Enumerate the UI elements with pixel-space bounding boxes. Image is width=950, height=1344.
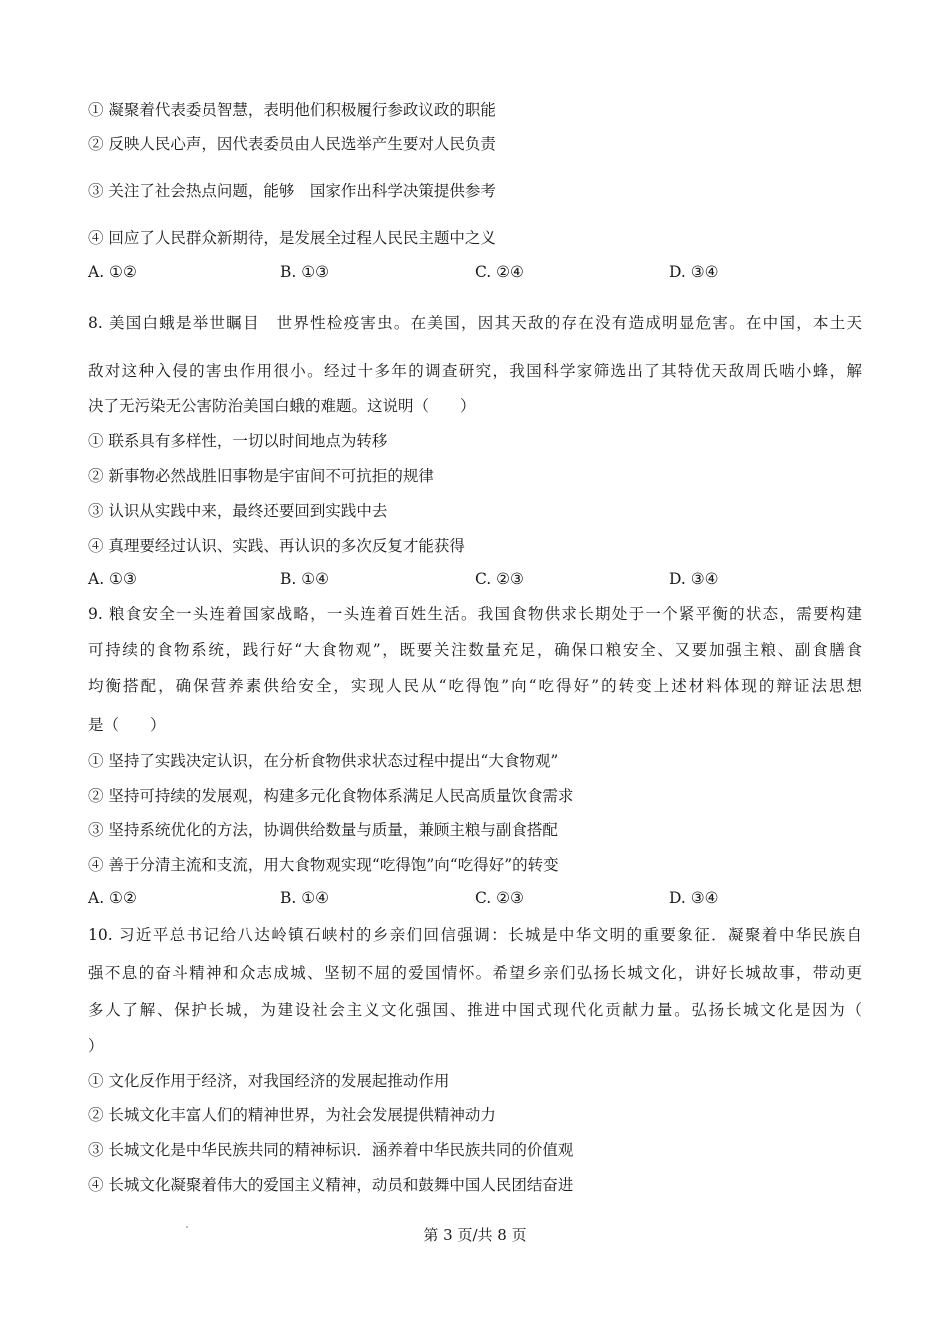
q8-choice-a[interactable]: A. ①③ (88, 570, 137, 588)
q8-option-3: ③ 认识从实践中来，最终还要回到实践中去 (88, 502, 388, 520)
q10-option-2: ② 长城文化丰富人们的精神世界，为社会发展提供精神动力 (88, 1106, 496, 1124)
q7-option-3: ③ 关注了社会热点问题，能够 国家作出科学决策提供参考 (88, 182, 496, 200)
q10-stem-line-2: 强不息的奋斗精神和众志成城、坚韧不屈的爱国情怀。希望乡亲们弘扬长城文化，讲好长城故事，带动更 (88, 964, 862, 982)
q9-option-3: ③ 坚持系统优化的方法，协调供给数量与质量，兼顾主粮与副食搭配 (88, 821, 558, 839)
q8-option-2: ② 新事物必然战胜旧事物是宇宙间不可抗拒的规律 (88, 467, 434, 485)
q10-option-1: ① 文化反作用于经济，对我国经济的发展起推动作用 (88, 1072, 450, 1090)
q10-stem-line-4: ） (88, 1037, 104, 1055)
q8-stem-line-3: 决了无污染无公害防治美国白蛾的难题。这说明（ ） (88, 397, 476, 415)
q8-option-4: ④ 真理要经过认识、实践、再认识的多次反复才能获得 (88, 537, 465, 555)
q10-option-3: ③ 长城文化是中华民族共同的精神标识．涵养着中华民族共同的价值观 (88, 1141, 574, 1159)
q9-choice-b[interactable]: B. ①④ (280, 889, 330, 907)
q9-stem-line-1: 9. 粮食安全一头连着国家战略，一头连着百姓生活。我国食物供求长期处于一个紧平衡的状态，需要构建 (88, 605, 862, 623)
q8-choice-b[interactable]: B. ①④ (280, 570, 330, 588)
q8-stem-line-2: 敌对这种入侵的害虫作用很小。经过十多年的调查研究，我国科学家筛选出了其特优天敌周氏啮小蜂，解 (88, 362, 862, 380)
q9-option-2: ② 坚持可持续的发展观，构建多元化食物体系满足人民高质量饮食需求 (88, 787, 574, 805)
q10-stem-line-3: 多人了解、保护长城，为建设社会主义文化强国、推进中国式现代化贡献力量。弘扬长城文化是因为（ (88, 1001, 862, 1019)
q7-option-1: ① 凝聚着代表委员智慧，表明他们积极履行参政议政的职能 (88, 101, 496, 119)
q9-choices (88, 888, 788, 908)
q7-option-2: ② 反映人民心声，因代表委员由人民选举产生要对人民负责 (88, 135, 496, 153)
q7-choice-d[interactable]: D. ③④ (669, 263, 719, 281)
q9-option-4: ④ 善于分清主流和支流，用大食物观实现“吃得饱”向“吃得好”的转变 (88, 856, 559, 874)
q8-choice-c[interactable]: C. ②③ (475, 570, 524, 588)
q7-choices (88, 262, 788, 282)
q9-choice-a[interactable]: A. ①② (88, 889, 137, 907)
q9-stem-line-3: 均衡搭配，确保营养素供给安全，实现人民从“吃得饱”向“吃得好”的转变上述材料体现的辩证法思想 (88, 677, 862, 695)
q7-choice-c[interactable]: C. ②④ (475, 263, 524, 281)
q8-choices (88, 569, 788, 589)
q7-option-4: ④ 回应了人民群众新期待，是发展全过程人民民主题中之义 (88, 229, 496, 247)
q9-choice-d[interactable]: D. ③④ (669, 889, 719, 907)
q8-stem-line-1: 8. 美国白蛾是举世瞩目 世界性检疫害虫。在美国，因其天敌的存在没有造成明显危害。在中国，本土天 (88, 314, 862, 332)
q10-stem-line-1: 10. 习近平总书记给八达岭镇石峡村的乡亲们回信强调：长城是中华文明的重要象征．凝聚着中华民族自 (88, 926, 862, 944)
q9-option-1: ① 坚持了实践决定认识，在分析食物供求状态过程中提出“大食物观” (88, 752, 559, 770)
q7-choice-b[interactable]: B. ①③ (280, 263, 330, 281)
q10-option-4: ④ 长城文化凝聚着伟大的爱国主义精神，动员和鼓舞中国人民团结奋进 (88, 1176, 574, 1194)
page-footer: 第 3 页/共 8 页 (423, 1226, 527, 1244)
q8-choice-d[interactable]: D. ③④ (669, 570, 719, 588)
q9-choice-c[interactable]: C. ②③ (475, 889, 524, 907)
q7-choice-a[interactable]: A. ①② (88, 263, 137, 281)
q8-option-1: ① 联系具有多样性，一切以时间地点为转移 (88, 432, 388, 450)
q9-stem-line-4: 是（ ） (88, 716, 166, 734)
q9-stem-line-2: 可持续的食物系统，践行好“大食物观”，既要关注数量充足，确保口粮安全、又要加强主粮、副食膳食 (88, 641, 862, 659)
